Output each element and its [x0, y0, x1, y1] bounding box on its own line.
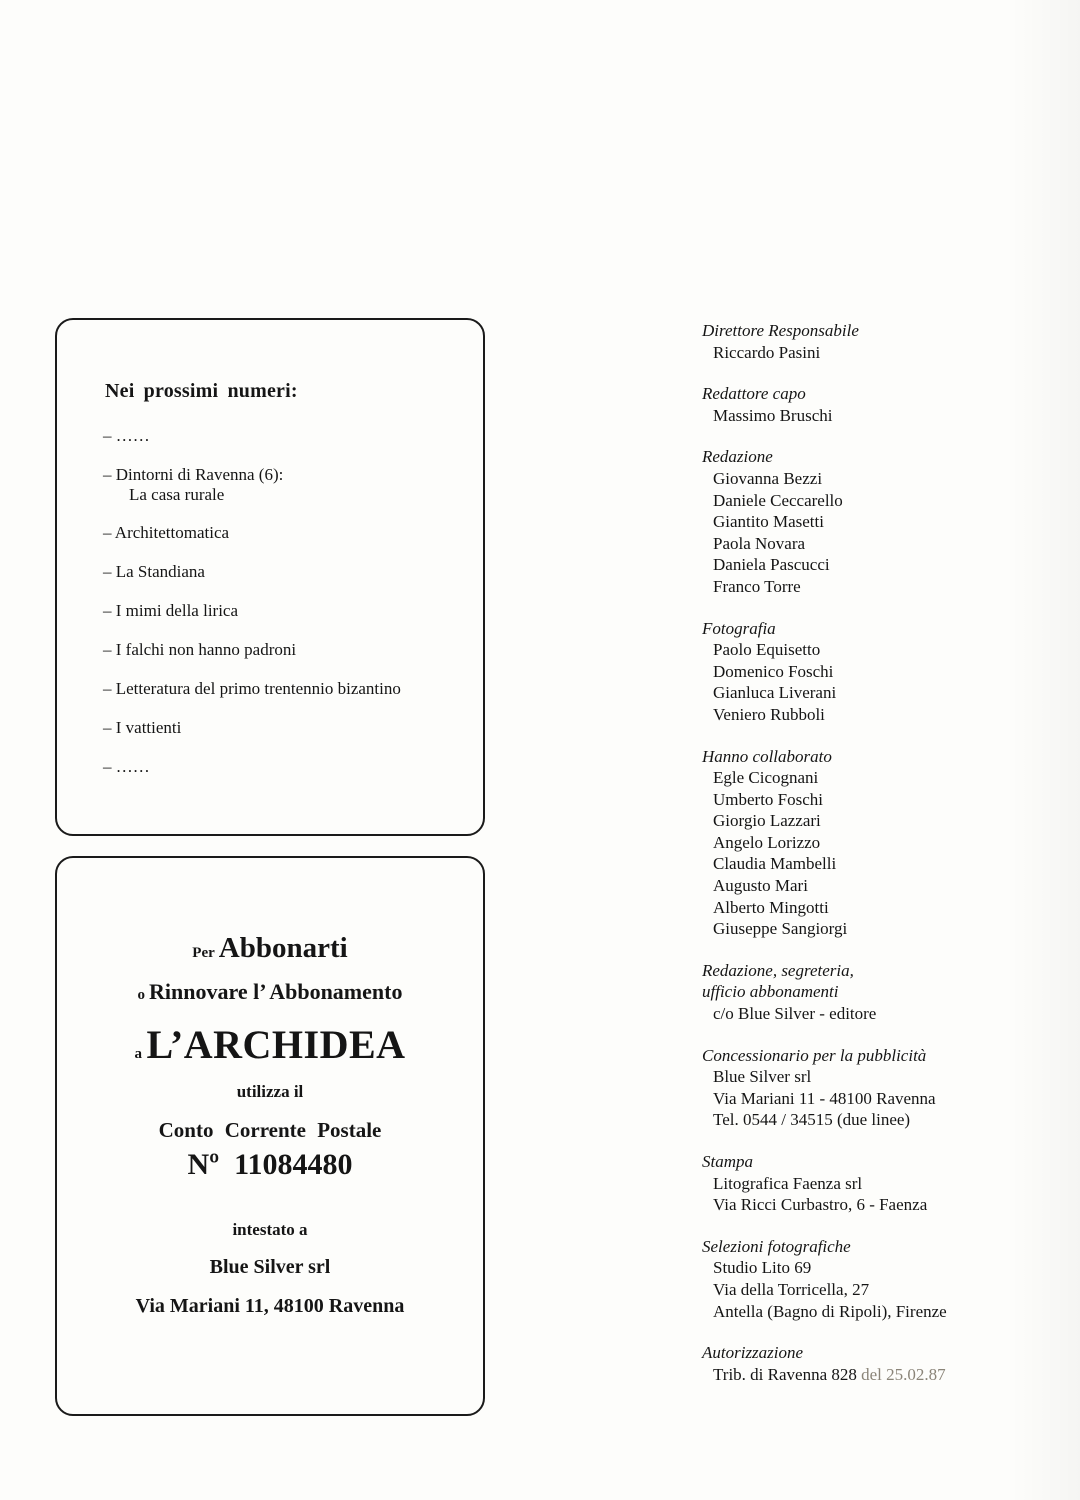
masthead-line: Litografica Faenza srl: [713, 1173, 863, 1193]
masthead-line: Gianluca Liverani: [713, 683, 837, 703]
subscribe-line-1-prefix: Per: [192, 945, 215, 961]
masthead-line: Paola Novara: [713, 533, 806, 553]
masthead-section: [702, 446, 1032, 597]
subscribe-line-2-main: Rinnovare l’ Abbonamento: [149, 979, 403, 1004]
masthead-line: Umberto Foschi: [713, 789, 824, 809]
next-issue-item: – Architettomatica: [103, 523, 230, 542]
subscribe-line-4: utilizza il: [236, 1082, 304, 1101]
magazine-name: L’ARCHIDEA: [146, 1022, 406, 1067]
next-issue-item: – Letteratura del primo trentennio bizantino: [103, 679, 401, 698]
subscribe-line-5: Conto Corrente Postale: [158, 1118, 382, 1142]
masthead-line: Riccardo Pasini: [713, 342, 821, 362]
masthead-heading: Stampa: [702, 1152, 753, 1171]
subscribe-line-8: Blue Silver srl: [209, 1256, 331, 1278]
masthead-section: [702, 960, 1032, 1025]
masthead-line: Antella (Bagno di Ripoli), Firenze: [713, 1301, 947, 1321]
masthead-section: [702, 383, 1032, 426]
postal-account-number: [57, 1148, 483, 1182]
masthead-line: Paolo Equisetto: [713, 640, 821, 660]
masthead-line: Studio Lito 69: [713, 1258, 812, 1278]
masthead-line: Via Mariani 11 - 48100 Ravenna: [713, 1088, 936, 1108]
masthead-line: Augusto Mari: [713, 876, 808, 896]
masthead-line: Egle Cicognani: [713, 768, 819, 788]
masthead-heading: Selezioni fotografiche: [702, 1236, 851, 1256]
subscribe-line-3-prefix: a: [134, 1046, 143, 1062]
masthead-line: Alberto Mingotti: [713, 897, 829, 917]
masthead-section: [702, 746, 1032, 940]
subscribe-line-9: Via Mariani 11, 48100 Ravenna: [135, 1295, 405, 1317]
masthead-line: Giovanna Bezzi: [713, 468, 823, 488]
masthead-heading: Hanno collaborato: [702, 746, 832, 766]
masthead-heading: Concessionario per la pubblicità: [702, 1045, 927, 1065]
subscribe-line-2: [57, 979, 483, 1005]
next-issues-title: Nei prossimi numeri:: [105, 380, 298, 402]
masthead-line: Angelo Lorizzo: [713, 832, 821, 852]
next-issue-item: [103, 465, 283, 505]
masthead-line: Giuseppe Sangiorgi: [713, 919, 848, 939]
masthead-line: Giantito Masetti: [713, 512, 824, 532]
next-issue-item-subtitle: La casa rurale: [129, 485, 225, 504]
masthead-line: Giorgio Lazzari: [713, 811, 821, 831]
masthead-section: [702, 1151, 1032, 1216]
next-issue-item: – I mimi della lirica: [103, 601, 239, 620]
masthead-heading: Redattore capo: [702, 384, 806, 404]
masthead-heading: ufficio abbonamenti: [702, 982, 839, 1002]
masthead-section: [702, 320, 1032, 363]
next-issues-box: [55, 318, 485, 836]
masthead-heading: Fotografia: [702, 618, 776, 638]
masthead-section: [702, 1236, 1032, 1322]
masthead-line: Tel. 0544 / 34515 (due linee): [713, 1110, 911, 1130]
masthead-credits: [702, 320, 1032, 1405]
masthead-line: Massimo Bruschi: [713, 405, 833, 425]
masthead-line: Via Ricci Curbastro, 6 - Faenza: [713, 1195, 928, 1215]
masthead-heading: Direttore Responsabile: [702, 321, 859, 340]
authorization-date: del 25.02.87: [861, 1364, 946, 1384]
subscribe-line-1-main: Abbonarti: [218, 932, 348, 964]
next-issue-item: – I vattienti: [103, 718, 182, 737]
masthead-heading: Redazione, segreteria,: [702, 960, 854, 980]
masthead-section: [702, 1342, 1032, 1385]
next-issue-item: – La Standiana: [103, 562, 205, 581]
masthead-line: Daniela Pascucci: [713, 555, 830, 575]
masthead-heading: Autorizzazione: [702, 1343, 804, 1363]
masthead-line: Via della Torricella, 27: [713, 1279, 870, 1299]
masthead-line: Daniele Ceccarello: [713, 490, 843, 510]
authorization-number: Trib. di Ravenna 828: [713, 1364, 862, 1384]
subscription-box: [55, 856, 485, 1416]
masthead-line: Domenico Foschi: [713, 661, 834, 681]
masthead-section: [702, 618, 1032, 726]
subscribe-magazine-title: [57, 1021, 483, 1068]
account-number: 11084480: [234, 1148, 353, 1181]
masthead-section: [702, 1045, 1032, 1131]
masthead-line: Blue Silver srl: [713, 1067, 812, 1087]
masthead-line: c/o Blue Silver - editore: [713, 1004, 877, 1024]
next-issue-item-text: – Dintorni di Ravenna (6):: [103, 465, 284, 484]
subscribe-line-7: intestato a: [232, 1220, 308, 1239]
masthead-line: Franco Torre: [713, 576, 801, 596]
next-issue-item: – I falchi non hanno padroni: [103, 640, 297, 659]
next-issue-item: – ……: [103, 757, 150, 776]
subscribe-line-2-prefix: o: [137, 987, 146, 1003]
next-issue-item: – ……: [103, 426, 150, 445]
subscribe-line-1: [57, 932, 483, 965]
account-number-prefix: Nº: [187, 1148, 220, 1181]
masthead-line: Veniero Rubboli: [713, 704, 825, 724]
masthead-heading: Redazione: [702, 447, 773, 467]
masthead-line: [702, 1364, 1032, 1386]
masthead-line: Claudia Mambelli: [713, 854, 837, 874]
